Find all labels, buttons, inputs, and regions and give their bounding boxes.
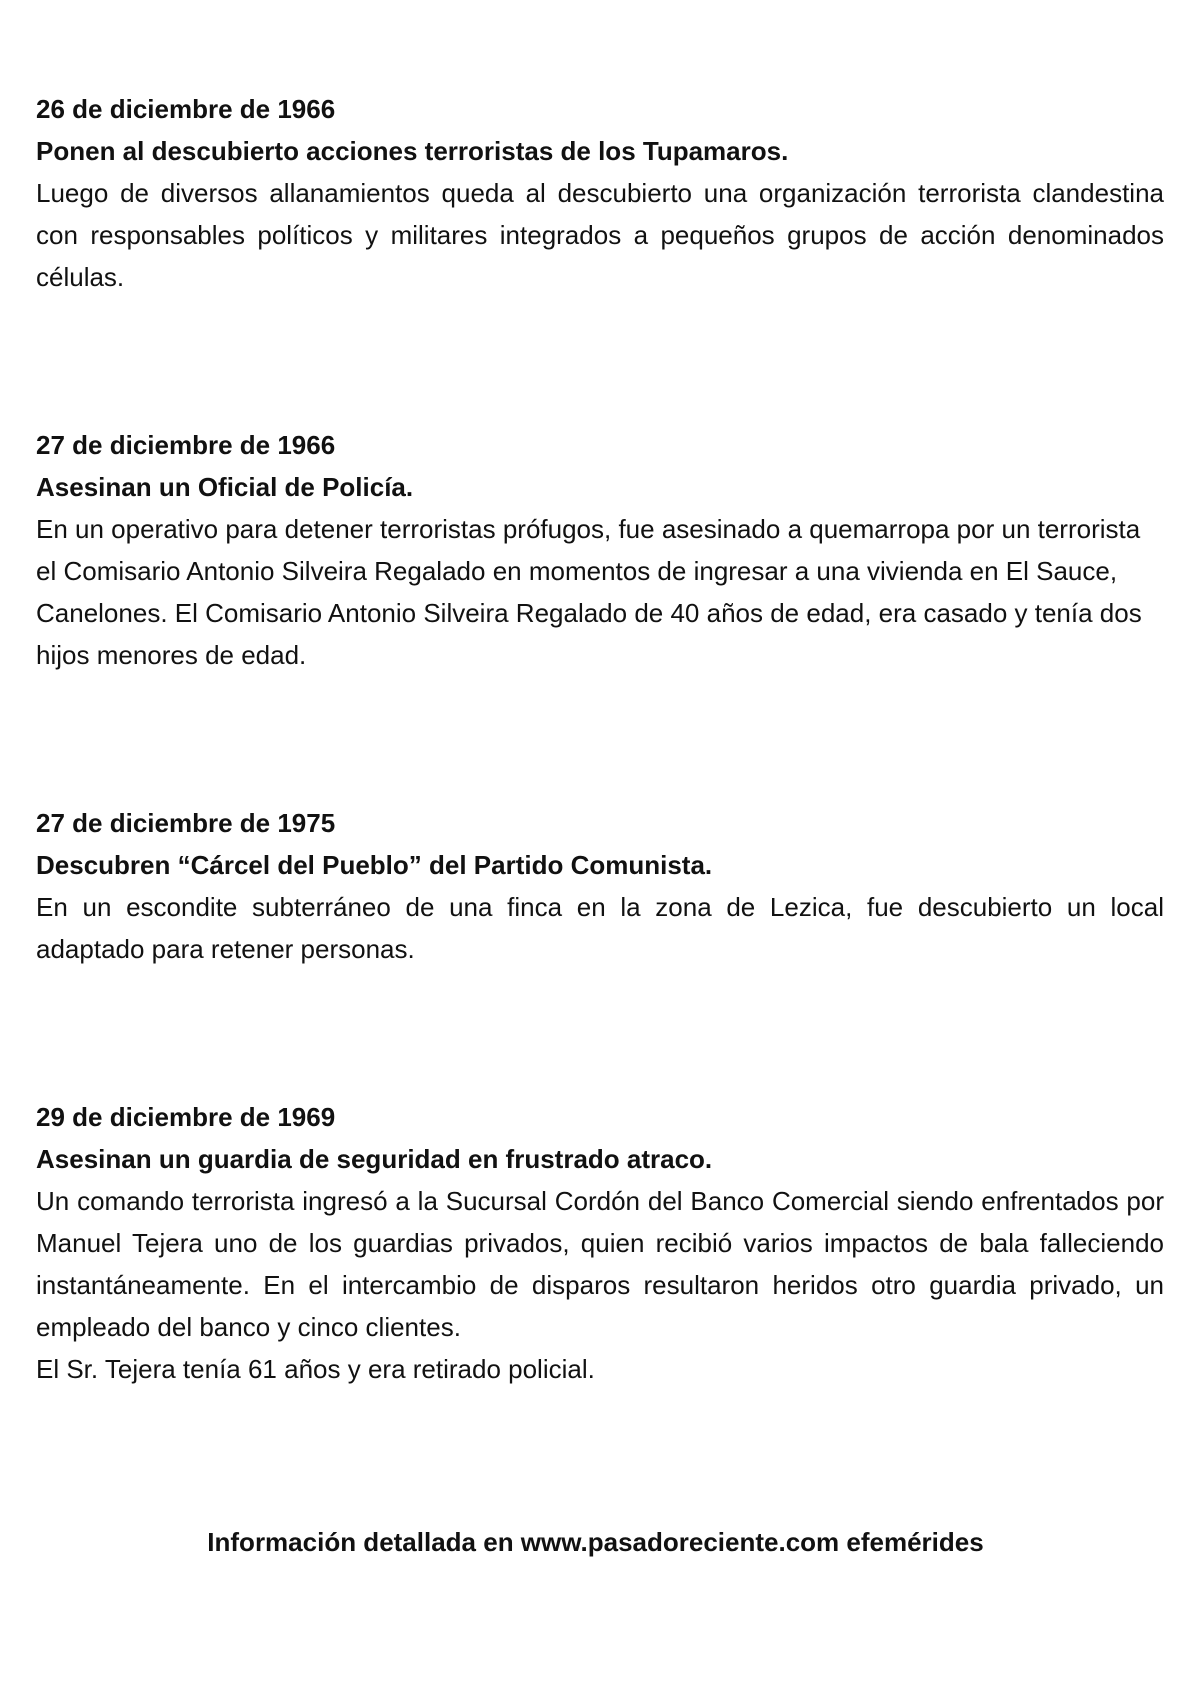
entry-paragraph: Luego de diversos allanamientos queda al descubierto una organización terrorista clandestina con responsables políticos y militares integrados a pequeños grupos de acción denominados células. [36, 178, 1164, 292]
entry-headline: Asesinan un guardia de seguridad en frustrado atraco. [36, 1144, 713, 1174]
spacer [36, 676, 1164, 802]
document-body [36, 88, 1164, 1390]
footer-link-text: Información detallada en www.pasadoreciente.com efemérides [207, 1527, 984, 1557]
spacer [36, 298, 1164, 424]
entry-date: 29 de diciembre de 1969 [36, 1102, 336, 1132]
entry-date: 27 de diciembre de 1975 [36, 808, 336, 838]
entry-headline: Asesinan un Oficial de Policía. [36, 472, 414, 502]
entry-date: 27 de diciembre de 1966 [36, 430, 336, 460]
entry-paragraph: El Sr. Tejera tenía 61 años y era retirado policial. [36, 1354, 595, 1384]
entry-1975-12-27 [36, 802, 1164, 970]
entry-1966-12-27 [36, 424, 1164, 676]
entry-date: 26 de diciembre de 1966 [36, 94, 336, 124]
entry-paragraph: En un escondite subterráneo de una finca en la zona de Lezica, fue descubierto un local adaptado para retener personas. [36, 892, 1164, 964]
entry-paragraph: En un operativo para detener terroristas prófugos, fue asesinado a quemarropa por un terrorista el Comisario Antonio Silveira Regalado en momentos de ingresar a una vivienda en El Sauce, Canelones. El Comisario Antonio Silveira Regalado de 40 años de edad, era casado y tenía dos hijos menores de edad. [36, 514, 1142, 670]
entry-1969-12-29 [36, 1096, 1164, 1390]
spacer [36, 970, 1164, 1096]
entry-paragraph: Un comando terrorista ingresó a la Sucursal Cordón del Banco Comercial siendo enfrentados por Manuel Tejera uno de los guardias privados, quien recibió varios impactos de bala falleciendo instantáneamente. En el intercambio de disparos resultaron heridos otro guardia privado, un empleado del banco y cinco clientes. [36, 1186, 1164, 1342]
entry-headline: Ponen al descubierto acciones terroristas de los Tupamaros. [36, 136, 789, 166]
entry-headline: Descubren “Cárcel del Pueblo” del Partido Comunista. [36, 850, 713, 880]
entry-1966-12-26 [36, 88, 1164, 298]
